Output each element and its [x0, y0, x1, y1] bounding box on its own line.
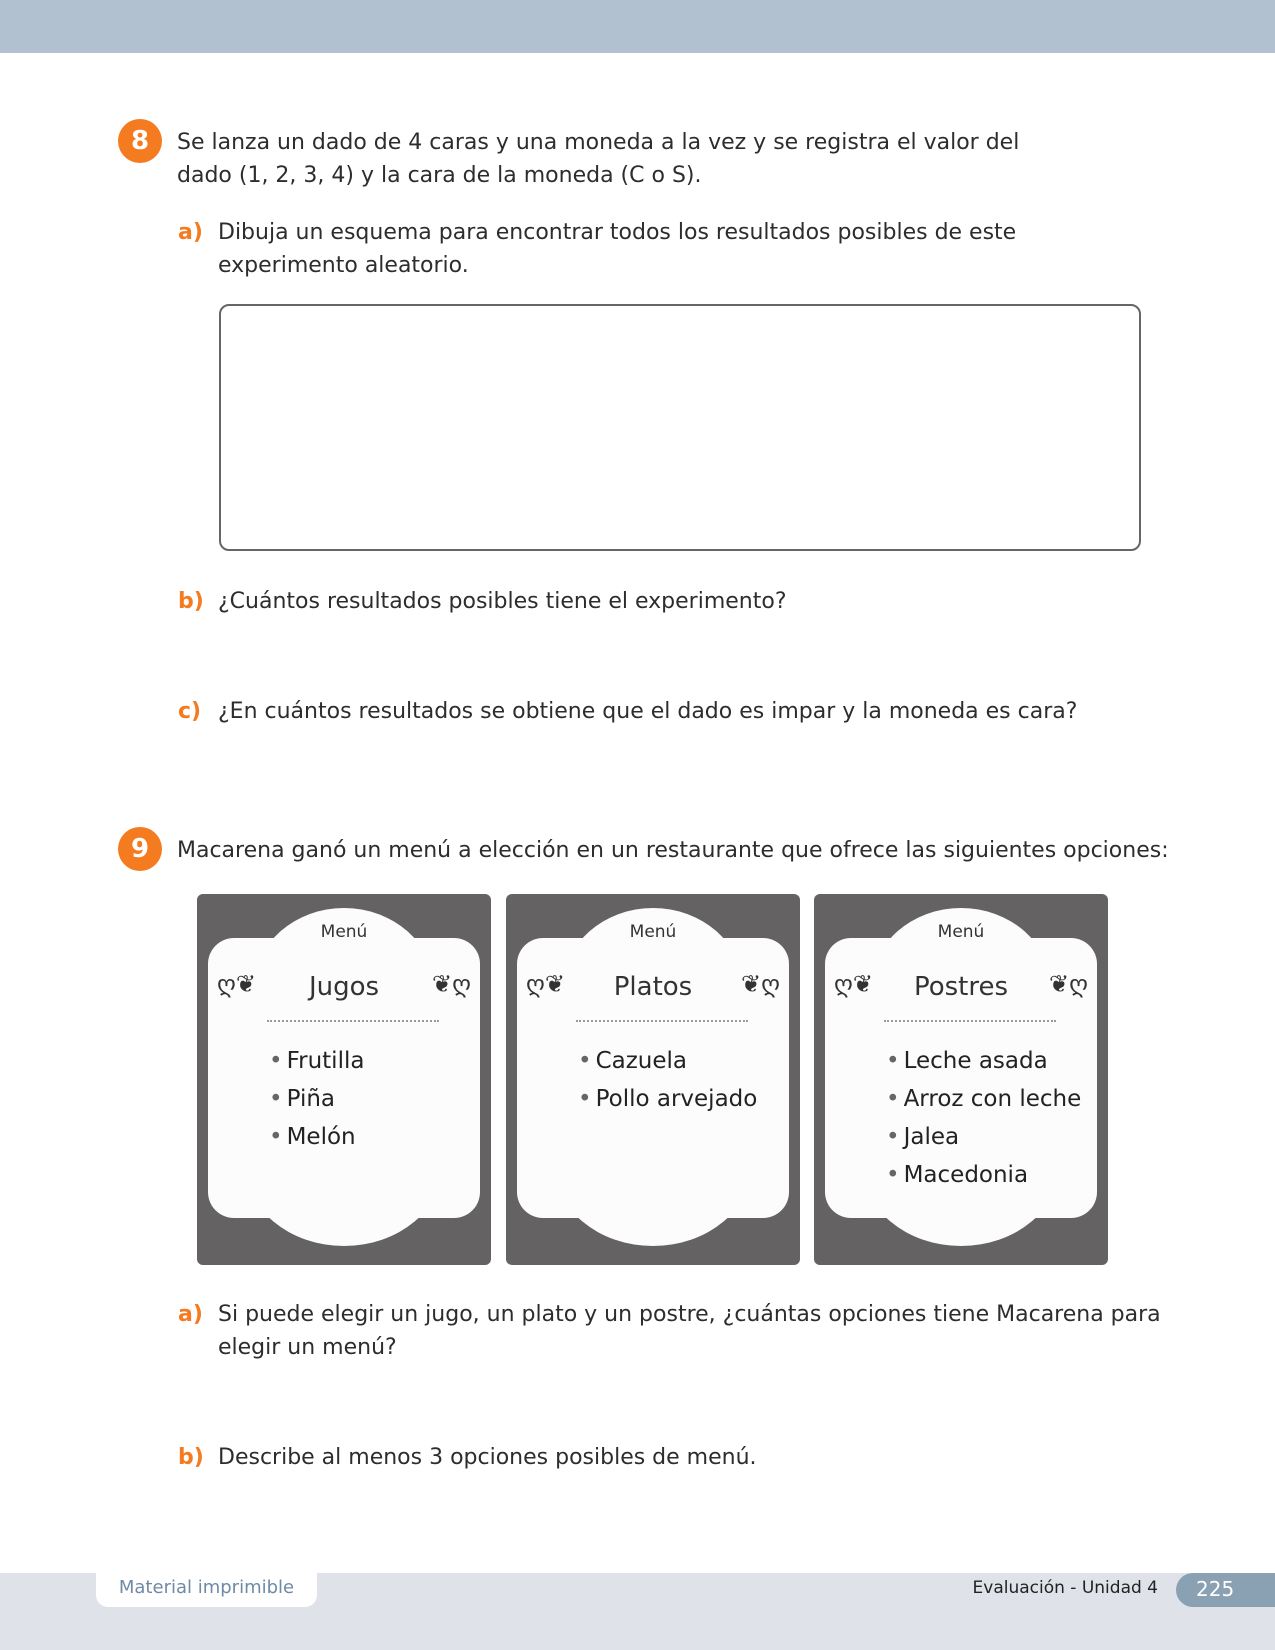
menu-item: • Frutilla [269, 1042, 364, 1080]
q8a-text-line2: experimento aleatorio. [218, 253, 469, 278]
menu-item: • Arroz con leche [886, 1080, 1081, 1118]
question-8-text-line1: Se lanza un dado de 4 caras y una moneda a la vez y se registra el valor del [177, 130, 1020, 155]
ornament-left-icon: ღ❦ [217, 970, 256, 998]
question-8-badge: 8 [118, 119, 162, 163]
q8b-label: b) [178, 589, 204, 614]
q8b-text: ¿Cuántos resultados posibles tiene el experimento? [218, 589, 787, 614]
menu-item: • Leche asada [886, 1042, 1081, 1080]
q9a-text-line2: elegir un menú? [218, 1335, 397, 1360]
question-8-text-line2: dado (1, 2, 3, 4) y la cara de la moneda (C o S). [177, 163, 702, 188]
menu-title: Platos [613, 972, 693, 1002]
q9a-text-line1: Si puede elegir un jugo, un plato y un postre, ¿cuántas opciones tiene Macarena para [218, 1302, 1161, 1327]
menu-title: Postres [913, 972, 1009, 1002]
answer-box[interactable] [219, 304, 1141, 551]
ornament-right-icon: ❦ღ [741, 970, 780, 998]
menu-header: Menú [937, 922, 985, 942]
menu-item: • Cazuela [578, 1042, 757, 1080]
divider [884, 1020, 1056, 1022]
menu-card-jugos [197, 894, 491, 1265]
q9a-label: a) [178, 1302, 203, 1327]
footer-tab: Material imprimible [96, 1573, 317, 1607]
q8c-text: ¿En cuántos resultados se obtiene que el dado es impar y la moneda es cara? [218, 699, 1078, 724]
top-bar [0, 0, 1275, 53]
divider [576, 1020, 748, 1022]
q8c-label: c) [178, 699, 202, 724]
menu-item: • Piña [269, 1080, 364, 1118]
q9b-label: b) [178, 1445, 204, 1470]
menu-item: • Melón [269, 1118, 364, 1156]
menu-item: • Pollo arvejado [578, 1080, 757, 1118]
ornament-right-icon: ❦ღ [1049, 970, 1088, 998]
q8a-text-line1: Dibuja un esquema para encontrar todos los resultados posibles de este [218, 220, 1017, 245]
ornament-left-icon: ღ❦ [834, 970, 873, 998]
divider [267, 1020, 439, 1022]
footer-section: Evaluación - Unidad 4 [972, 1578, 1158, 1598]
q8a-label: a) [178, 220, 203, 245]
footer [0, 1573, 1275, 1650]
page-number: 225 [1176, 1573, 1275, 1607]
menu-header: Menú [629, 922, 677, 942]
menu-header: Menú [320, 922, 368, 942]
question-9-text: Macarena ganó un menú a elección en un restaurante que ofrece las siguientes opciones: [177, 838, 1169, 863]
ornament-left-icon: ღ❦ [526, 970, 565, 998]
menu-item: • Jalea [886, 1118, 1081, 1156]
menu-title: Jugos [308, 972, 380, 1002]
q9b-text: Describe al menos 3 opciones posibles de menú. [218, 1445, 757, 1470]
question-9-badge: 9 [118, 827, 162, 871]
menu-card-platos [506, 894, 800, 1265]
menu-card-postres [814, 894, 1108, 1265]
menu-item: • Macedonia [886, 1156, 1081, 1194]
ornament-right-icon: ❦ღ [432, 970, 471, 998]
